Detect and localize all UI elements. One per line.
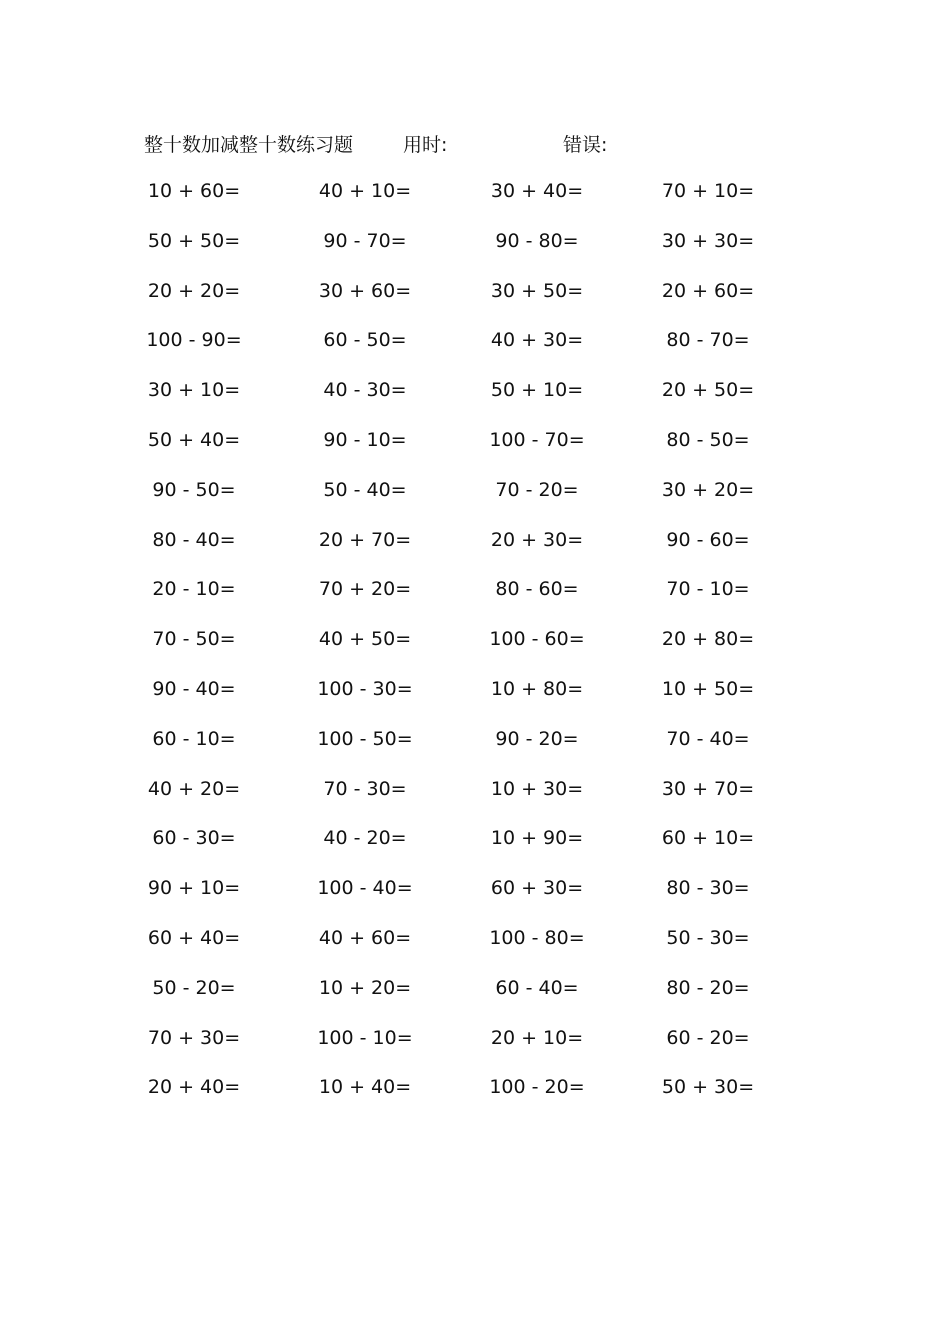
math-problem: 40 + 10= [318,180,412,202]
math-problem: 70 - 30= [323,777,407,800]
math-problem: 50 + 50= [147,229,241,252]
math-problem: 20 + 70= [318,528,412,551]
math-problem: 20 + 40= [147,1076,241,1099]
math-problem: 80 - 60= [495,578,579,601]
math-problem: 30 + 70= [661,777,755,800]
problem-grid [0,166,950,1112]
problem-row [0,813,950,863]
math-problem: 60 - 20= [666,1026,750,1049]
math-problem: 90 - 80= [495,229,579,252]
math-problem: 60 + 10= [661,827,755,850]
math-problem: 60 - 10= [152,727,236,750]
math-problem: 20 - 10= [152,578,236,601]
math-problem: 20 + 80= [661,628,755,651]
errors-label: 错误: [563,134,608,156]
math-problem: 40 + 20= [147,777,241,800]
math-problem: 100 - 70= [489,428,585,451]
math-problem: 60 - 50= [323,329,407,352]
math-problem: 90 - 20= [495,727,579,750]
math-problem: 10 + 30= [490,777,584,800]
math-problem: 10 + 60= [147,180,241,202]
math-problem: 90 - 40= [152,677,236,700]
math-problem: 70 - 10= [666,578,750,601]
math-problem: 30 + 30= [661,229,755,252]
problem-row [0,863,950,913]
problem-row [0,315,950,365]
math-problem: 100 - 30= [317,677,413,700]
math-problem: 90 - 60= [666,528,750,551]
math-problem: 70 - 40= [666,727,750,750]
math-problem: 30 + 50= [490,279,584,302]
math-problem: 50 + 30= [661,1076,755,1099]
math-problem: 50 + 40= [147,428,241,451]
problem-row [0,714,950,764]
math-problem: 20 + 30= [490,528,584,551]
math-problem: 50 - 20= [152,976,236,999]
math-problem: 90 + 10= [147,877,241,900]
math-problem: 70 + 30= [147,1026,241,1049]
problem-row [0,365,950,415]
time-label: 用时: [403,134,448,156]
math-problem: 40 + 30= [490,329,584,352]
problem-row [0,1062,950,1112]
math-problem: 80 - 50= [666,428,750,451]
math-problem: 90 - 70= [323,229,407,252]
math-problem: 80 - 40= [152,528,236,551]
math-problem: 100 - 40= [317,877,413,900]
problem-row [0,515,950,565]
math-problem: 60 - 40= [495,976,579,999]
math-problem: 50 - 40= [323,478,407,501]
math-problem: 100 - 50= [317,727,413,750]
math-problem: 20 + 50= [661,379,755,402]
math-problem: 100 - 60= [489,628,585,651]
math-problem: 60 + 40= [147,926,241,949]
math-problem: 40 - 20= [323,827,407,850]
math-problem: 90 - 50= [152,478,236,501]
math-problem: 70 - 50= [152,628,236,651]
math-problem: 20 + 10= [490,1026,584,1049]
math-problem: 10 + 90= [490,827,584,850]
problem-row [0,614,950,664]
math-problem: 70 + 10= [661,180,755,202]
math-problem: 40 + 50= [318,628,412,651]
math-problem: 80 - 70= [666,329,750,352]
problem-row [0,266,950,316]
math-problem: 10 + 20= [318,976,412,999]
problem-row [0,415,950,465]
math-problem: 20 + 20= [147,279,241,302]
worksheet-header [0,126,950,158]
problem-row [0,465,950,515]
math-problem: 50 + 10= [490,379,584,402]
math-problem: 30 + 40= [490,180,584,202]
problem-row [0,664,950,714]
problem-row [0,166,950,216]
math-problem: 60 + 30= [490,877,584,900]
problem-row [0,564,950,614]
math-problem: 100 - 20= [489,1076,585,1099]
math-problem: 30 + 20= [661,478,755,501]
math-problem: 10 + 80= [490,677,584,700]
math-problem: 80 - 20= [666,976,750,999]
math-problem: 70 - 20= [495,478,579,501]
problem-row [0,216,950,266]
math-problem: 100 - 80= [489,926,585,949]
worksheet-title: 整十数加减整十数练习题 [144,134,354,156]
problem-row [0,963,950,1013]
math-problem: 40 - 30= [323,379,407,402]
math-problem: 20 + 60= [661,279,755,302]
math-problem: 80 - 30= [666,877,750,900]
math-problem: 30 + 60= [318,279,412,302]
problem-row [0,764,950,814]
problem-row [0,1013,950,1063]
math-problem: 10 + 50= [661,677,755,700]
math-problem: 60 - 30= [152,827,236,850]
math-problem: 90 - 10= [323,428,407,451]
math-problem: 30 + 10= [147,379,241,402]
math-problem: 50 - 30= [666,926,750,949]
math-problem: 100 - 90= [146,329,242,352]
math-problem: 40 + 60= [318,926,412,949]
problem-row [0,913,950,963]
math-problem: 10 + 40= [318,1076,412,1099]
math-problem: 70 + 20= [318,578,412,601]
math-problem: 100 - 10= [317,1026,413,1049]
